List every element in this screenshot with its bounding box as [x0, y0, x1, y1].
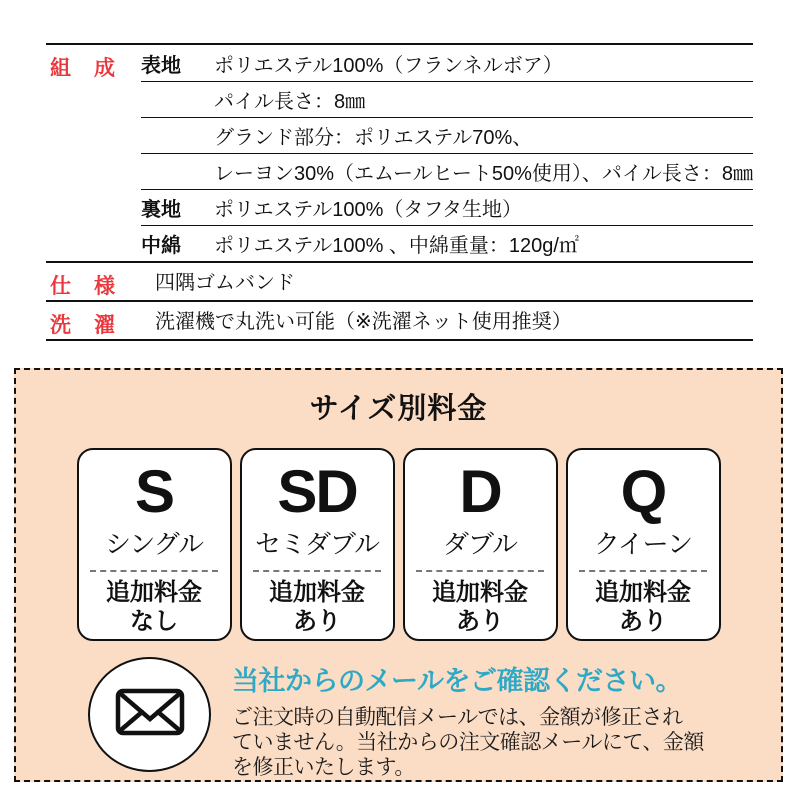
card-divider: [579, 570, 707, 572]
spec-row: [141, 81, 753, 117]
price-box-title: サイズ別料金: [309, 393, 488, 425]
spec-row-sublabel: 裏地: [141, 199, 182, 221]
size-fee: 追加料金 なし: [106, 579, 202, 635]
spec-row-sublabel: 中綿: [141, 235, 182, 257]
spec-row: [141, 225, 753, 261]
size-name: セミダブル: [255, 529, 379, 559]
spec-row: [155, 263, 753, 298]
spec-row-value: パイル長さ：8㎜: [214, 91, 366, 113]
envelope-icon: [115, 688, 185, 741]
card-divider: [416, 570, 544, 572]
spec-row: [141, 189, 753, 225]
spec-section-label: 仕 様: [50, 275, 116, 298]
size-card-semidouble: [240, 448, 395, 641]
size-name: ダブル: [443, 529, 517, 559]
size-price-box: [14, 368, 783, 782]
spec-row: [141, 45, 753, 81]
spec-section-rows: [141, 45, 753, 261]
spec-section-label: 洗 濯: [50, 314, 116, 337]
size-card-double: [403, 448, 558, 641]
spec-row-value: レーヨン30%（エムールヒート50%使用）、パイル長さ：8㎜: [214, 163, 753, 185]
size-code: D: [459, 458, 501, 525]
spec-row-value: 四隅ゴムバンド: [155, 272, 295, 294]
spec-row-value: 洗濯機で丸洗い可能（※洗濯ネット使用推奨）: [155, 311, 572, 333]
spec-section-features: [46, 261, 753, 300]
mail-notice-line: を修正いたします。: [232, 756, 415, 779]
spec-section-washing: [46, 300, 753, 339]
spec-row-sublabel: 表地: [141, 54, 182, 77]
mail-notice-body: [232, 705, 704, 780]
mail-notice-text: [232, 657, 704, 780]
mail-notice: [88, 657, 781, 780]
card-divider: [253, 570, 381, 572]
size-code: SD: [277, 458, 357, 525]
size-cards: [16, 448, 781, 641]
size-fee: 追加料金 あり: [269, 579, 365, 635]
size-fee: 追加料金 あり: [432, 579, 528, 635]
spec-row: [141, 153, 753, 189]
size-card-queen: [566, 448, 721, 641]
spec-row-value: グランド部分：ポリエステル70%、: [214, 127, 533, 149]
mail-notice-line: ていません。当社からの注文確認メールにて、金額: [232, 731, 704, 754]
size-fee: 追加料金 あり: [595, 579, 691, 635]
spec-section-label: 組 成: [50, 57, 116, 80]
spec-row: [141, 117, 753, 153]
card-divider: [90, 570, 218, 572]
spec-row-value: ポリエステル100%（タフタ生地）: [214, 199, 522, 221]
spec-row-value: ポリエステル100%（フランネルボア）: [214, 54, 563, 77]
mail-icon-circle: [88, 657, 211, 772]
size-name: シングル: [104, 529, 204, 559]
size-code: Q: [620, 458, 666, 525]
spec-section-composition: [46, 43, 753, 261]
size-card-single: [77, 448, 232, 641]
spec-row: [155, 302, 753, 337]
size-code: S: [134, 458, 174, 525]
spec-table: [46, 43, 753, 341]
mail-notice-line: ご注文時の自動配信メールでは、金額が修正され: [232, 706, 683, 729]
spec-row-value: ポリエステル100% 、中綿重量：120g/㎡: [214, 235, 579, 257]
mail-notice-heading: 当社からのメールをご確認ください。: [232, 666, 682, 696]
size-name: クイーン: [593, 529, 693, 559]
